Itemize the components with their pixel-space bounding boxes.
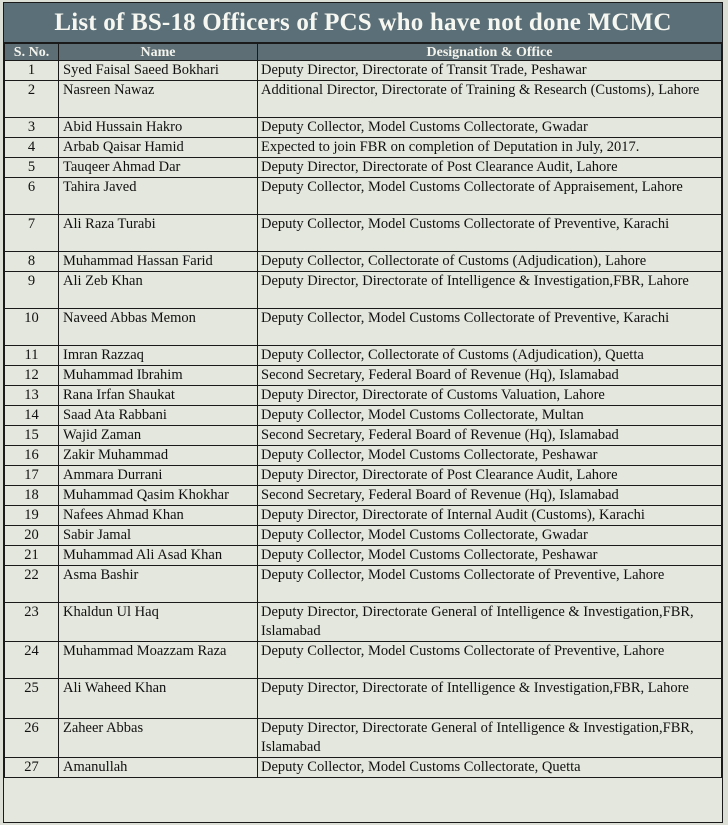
row-sno: 4: [5, 138, 59, 158]
header-sno: S. No.: [5, 44, 59, 61]
table-row: [5, 309, 722, 346]
header-designation: Designation & Office: [258, 44, 722, 61]
row-sno: 1: [5, 61, 59, 81]
row-sno: 14: [5, 406, 59, 426]
row-sno: 22: [5, 566, 59, 603]
table-row: [5, 566, 722, 603]
officers-document: [3, 2, 723, 823]
row-sno: 26: [5, 719, 59, 758]
row-name: Khaldun Ul Haq: [59, 603, 258, 642]
row-sno: 21: [5, 546, 59, 566]
table-row: [5, 178, 722, 215]
row-sno: 15: [5, 426, 59, 446]
table-row: [5, 272, 722, 309]
row-name: Ali Zeb Khan: [59, 272, 258, 309]
row-name: Tauqeer Ahmad Dar: [59, 158, 258, 178]
row-name: Nafees Ahmad Khan: [59, 506, 258, 526]
row-name: Ammara Durrani: [59, 466, 258, 486]
row-designation: Deputy Collector, Model Customs Collectorate of Preventive, Lahore: [258, 566, 722, 603]
row-designation: Additional Director, Directorate of Training & Research (Customs), Lahore: [258, 81, 722, 118]
row-name: Wajid Zaman: [59, 426, 258, 446]
table-row: [5, 406, 722, 426]
row-name: Imran Razzaq: [59, 346, 258, 366]
table-row: [5, 138, 722, 158]
row-designation: Deputy Collector, Model Customs Collectorate, Peshawar: [258, 546, 722, 566]
row-sno: 17: [5, 466, 59, 486]
table-body: [5, 61, 722, 778]
row-designation: Expected to join FBR on completion of Deputation in July, 2017.: [258, 138, 722, 158]
table-row: [5, 758, 722, 778]
table-header-row: [5, 44, 722, 61]
row-sno: 9: [5, 272, 59, 309]
row-sno: 6: [5, 178, 59, 215]
row-designation: Deputy Director, Directorate General of Intelligence & Investigation,FBR, Islamabad: [258, 719, 722, 758]
row-name: Tahira Javed: [59, 178, 258, 215]
row-sno: 27: [5, 758, 59, 778]
table-row: [5, 346, 722, 366]
row-name: Syed Faisal Saeed Bokhari: [59, 61, 258, 81]
row-sno: 18: [5, 486, 59, 506]
row-designation: Deputy Collector, Model Customs Collectorate, Gwadar: [258, 526, 722, 546]
table-row: [5, 386, 722, 406]
row-sno: 19: [5, 506, 59, 526]
row-name: Muhammad Moazzam Raza: [59, 642, 258, 679]
row-sno: 2: [5, 81, 59, 118]
row-sno: 24: [5, 642, 59, 679]
row-designation: Deputy Collector, Model Customs Collectorate, Gwadar: [258, 118, 722, 138]
row-designation: Deputy Collector, Model Customs Collectorate, Quetta: [258, 758, 722, 778]
table-row: [5, 252, 722, 272]
row-name: Muhammad Qasim Khokhar: [59, 486, 258, 506]
row-sno: 7: [5, 215, 59, 252]
row-sno: 3: [5, 118, 59, 138]
table-row: [5, 679, 722, 719]
row-name: Sabir Jamal: [59, 526, 258, 546]
row-designation: Deputy Collector, Collectorate of Customs (Adjudication), Quetta: [258, 346, 722, 366]
row-designation: Deputy Director, Directorate of Post Clearance Audit, Lahore: [258, 466, 722, 486]
row-designation: Deputy Collector, Model Customs Collectorate, Peshawar: [258, 446, 722, 466]
row-designation: Second Secretary, Federal Board of Revenue (Hq), Islamabad: [258, 366, 722, 386]
row-name: Abid Hussain Hakro: [59, 118, 258, 138]
row-sno: 5: [5, 158, 59, 178]
row-name: Zaheer Abbas: [59, 719, 258, 758]
row-name: Muhammad Ibrahim: [59, 366, 258, 386]
table-row: [5, 546, 722, 566]
row-name: Saad Ata Rabbani: [59, 406, 258, 426]
row-name: Naveed Abbas Memon: [59, 309, 258, 346]
row-name: Rana Irfan Shaukat: [59, 386, 258, 406]
row-designation: Deputy Director, Directorate of Post Clearance Audit, Lahore: [258, 158, 722, 178]
document-title: List of BS-18 Officers of PCS who have not done MCMC: [4, 3, 722, 43]
row-name: Nasreen Nawaz: [59, 81, 258, 118]
row-designation: Deputy Collector, Model Customs Collectorate of Preventive, Karachi: [258, 309, 722, 346]
table-row: [5, 642, 722, 679]
officers-table: [4, 43, 722, 778]
table-row: [5, 366, 722, 386]
row-sno: 11: [5, 346, 59, 366]
table-row: [5, 215, 722, 252]
table-row: [5, 61, 722, 81]
row-name: Muhammad Ali Asad Khan: [59, 546, 258, 566]
row-sno: 16: [5, 446, 59, 466]
table-row: [5, 719, 722, 758]
row-designation: Deputy Director, Directorate of Transit Trade, Peshawar: [258, 61, 722, 81]
table-row: [5, 466, 722, 486]
table-row: [5, 526, 722, 546]
table-row: [5, 446, 722, 466]
row-sno: 12: [5, 366, 59, 386]
row-sno: 8: [5, 252, 59, 272]
table-row: [5, 118, 722, 138]
row-designation: Deputy Director, Directorate of Customs Valuation, Lahore: [258, 386, 722, 406]
row-name: Ali Raza Turabi: [59, 215, 258, 252]
row-designation: Deputy Collector, Collectorate of Customs (Adjudication), Lahore: [258, 252, 722, 272]
row-sno: 25: [5, 679, 59, 719]
row-name: Zakir Muhammad: [59, 446, 258, 466]
row-designation: Deputy Director, Directorate of Intelligence & Investigation,FBR, Lahore: [258, 679, 722, 719]
row-sno: 10: [5, 309, 59, 346]
row-designation: Deputy Collector, Model Customs Collectorate, Multan: [258, 406, 722, 426]
row-designation: Deputy Director, Directorate of Intelligence & Investigation,FBR, Lahore: [258, 272, 722, 309]
table-row: [5, 426, 722, 446]
row-name: Amanullah: [59, 758, 258, 778]
row-name: Muhammad Hassan Farid: [59, 252, 258, 272]
row-name: Ali Waheed Khan: [59, 679, 258, 719]
table-row: [5, 486, 722, 506]
row-designation: Second Secretary, Federal Board of Revenue (Hq), Islamabad: [258, 486, 722, 506]
table-row: [5, 158, 722, 178]
header-name: Name: [59, 44, 258, 61]
table-row: [5, 603, 722, 642]
row-sno: 13: [5, 386, 59, 406]
table-row: [5, 506, 722, 526]
row-name: Arbab Qaisar Hamid: [59, 138, 258, 158]
row-sno: 23: [5, 603, 59, 642]
row-designation: Second Secretary, Federal Board of Revenue (Hq), Islamabad: [258, 426, 722, 446]
row-name: Asma Bashir: [59, 566, 258, 603]
table-row: [5, 81, 722, 118]
row-designation: Deputy Collector, Model Customs Collectorate of Appraisement, Lahore: [258, 178, 722, 215]
row-designation: Deputy Director, Directorate of Internal Audit (Customs), Karachi: [258, 506, 722, 526]
row-designation: Deputy Collector, Model Customs Collectorate of Preventive, Karachi: [258, 215, 722, 252]
row-designation: Deputy Director, Directorate General of Intelligence & Investigation,FBR, Islamabad: [258, 603, 722, 642]
row-designation: Deputy Collector, Model Customs Collectorate of Preventive, Lahore: [258, 642, 722, 679]
row-sno: 20: [5, 526, 59, 546]
